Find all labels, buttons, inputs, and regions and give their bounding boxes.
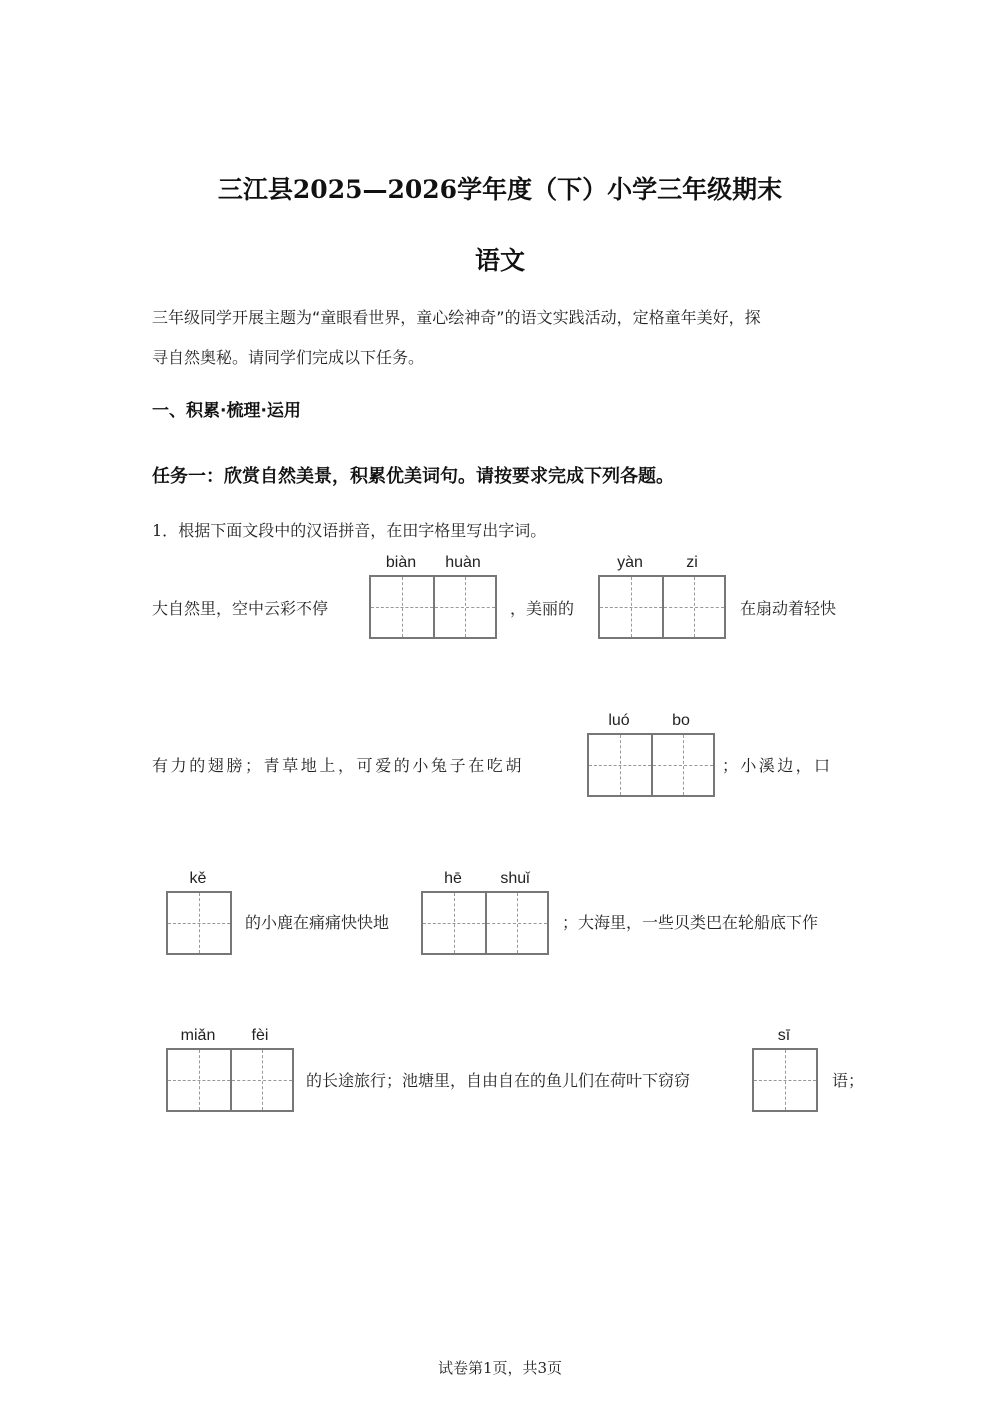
section-heading: 一、积累·梳理·运用: [152, 401, 301, 421]
tianzige-cell[interactable]: [600, 577, 662, 637]
page-footer: 试卷第1页，共3页: [437, 1359, 563, 1377]
tianzige-answer-box[interactable]: [166, 891, 232, 955]
pinyin-label: sī: [777, 1027, 791, 1044]
pinyin-label: kě: [189, 870, 207, 887]
instruction-text: 根据下面文段中的汉语拼音，在田字格里写出字词。: [178, 521, 547, 540]
pinyin-label: bo: [672, 712, 690, 729]
pinyin-label: luó: [608, 712, 630, 729]
tianzige-cell[interactable]: [230, 1050, 292, 1110]
tianzige-answer-box[interactable]: [421, 891, 549, 955]
passage-text: 在扇动着轻快: [740, 599, 837, 618]
tianzige-answer-box[interactable]: [369, 575, 497, 639]
pinyin-label: zi: [686, 554, 698, 571]
pinyin-label: miǎn: [180, 1027, 216, 1044]
passage-text: ；大海里，一些贝类巴在轮船底下作: [562, 913, 819, 932]
tianzige-cell[interactable]: [662, 577, 724, 637]
passage-text: 有力的翅膀；青草地上，可爱的小兔子在吃胡: [152, 756, 525, 775]
pinyin-label: yàn: [617, 554, 643, 571]
tianzige-cell[interactable]: [651, 735, 713, 795]
exam-title: 三江县2025—2026学年度（下）小学三年级期末: [217, 175, 783, 204]
tianzige-cell[interactable]: [371, 577, 433, 637]
pinyin-label: biàn: [385, 554, 417, 571]
question-number: 1．: [152, 521, 179, 540]
tianzige-answer-box[interactable]: [587, 733, 715, 797]
tianzige-cell[interactable]: [433, 577, 495, 637]
passage-text: 的小鹿在痛痛快快地: [245, 913, 390, 932]
tianzige-answer-box[interactable]: [166, 1048, 294, 1112]
tianzige-answer-box[interactable]: [752, 1048, 818, 1112]
pinyin-label: fèi: [251, 1027, 269, 1044]
tianzige-cell[interactable]: [168, 1050, 230, 1110]
passage-text: 的长途旅行；池塘里，自由自在的鱼儿们在荷叶下窃窃: [306, 1071, 691, 1090]
passage-text: 语；: [832, 1071, 865, 1090]
task-heading: 任务一：欣赏自然美景，积累优美词句。请按要求完成下列各题。: [152, 466, 674, 487]
tianzige-cell[interactable]: [754, 1050, 816, 1110]
passage-text: ，美丽的: [510, 599, 575, 618]
intro-line-2: 寻自然奥秘。请同学们完成以下任务。: [152, 348, 425, 367]
pinyin-label: huàn: [445, 554, 481, 571]
pinyin-label: hē: [444, 870, 462, 887]
subject-title: 语文: [474, 246, 525, 275]
passage-text: ；小溪边，口: [722, 756, 833, 775]
tianzige-cell[interactable]: [589, 735, 651, 795]
tianzige-answer-box[interactable]: [598, 575, 726, 639]
tianzige-cell[interactable]: [168, 893, 230, 953]
intro-line-1: 三年级同学开展主题为“童眼看世界，童心绘神奇”的语文实践活动，定格童年美好，探: [152, 308, 761, 327]
question-instruction: [152, 518, 546, 541]
tianzige-cell[interactable]: [423, 893, 485, 953]
tianzige-cell[interactable]: [485, 893, 547, 953]
passage-text: 大自然里，空中云彩不停: [152, 599, 329, 618]
pinyin-label: shuǐ: [500, 870, 530, 887]
